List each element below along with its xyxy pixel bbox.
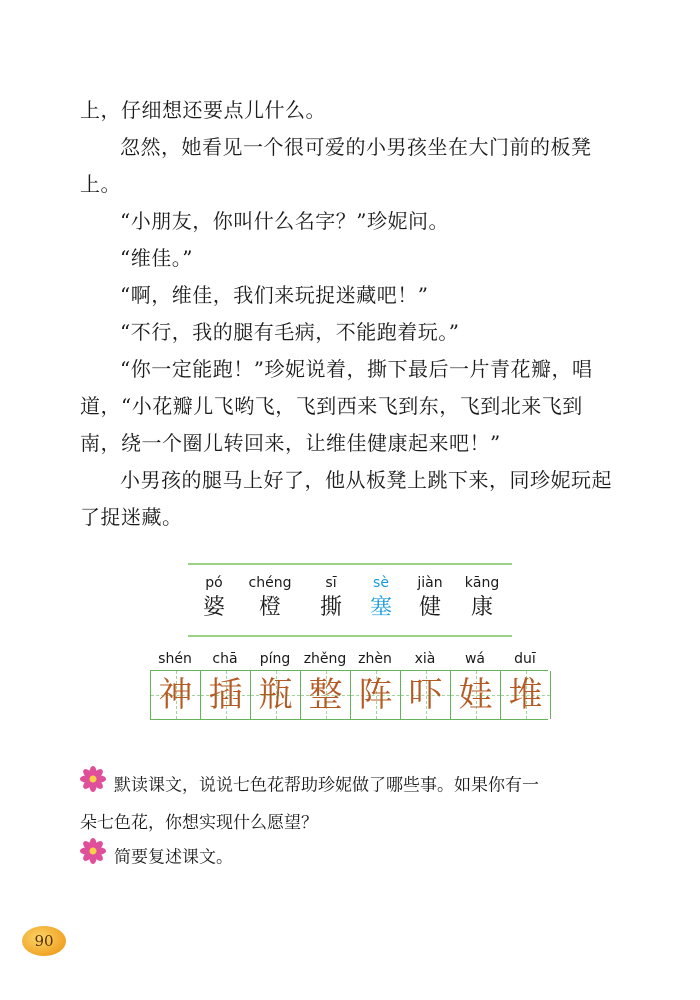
story-line: 道，“小花瓣儿飞哟飞，飞到西来飞到东，飞到北来飞到 bbox=[80, 394, 583, 418]
vocab-item bbox=[242, 573, 298, 623]
vocab-hanzi: 康 bbox=[470, 595, 493, 620]
story-line: “不行，我的腿有毛病，不能跑着玩。” bbox=[120, 320, 460, 344]
flower-bullet-icon bbox=[80, 838, 106, 877]
grid-cell bbox=[400, 671, 450, 719]
grid-cell bbox=[250, 671, 300, 719]
exercise-text: 默读课文，说说七色花帮助珍妮做了哪些事。如果你有一 bbox=[114, 775, 539, 796]
exercise-text: 朵七色花，你想实现什么愿望？ bbox=[80, 813, 318, 833]
story-line: 了捉迷藏。 bbox=[80, 505, 183, 529]
writing-pinyin: zhèn bbox=[358, 651, 392, 667]
grid-cell bbox=[450, 671, 500, 719]
grid-cell bbox=[350, 671, 400, 719]
writing-pinyin-row bbox=[150, 648, 550, 670]
vocab-pinyin: jiàn bbox=[417, 575, 443, 591]
story-text bbox=[80, 92, 625, 536]
vocab-item-highlighted bbox=[353, 573, 409, 623]
page-number-badge: 90 bbox=[22, 926, 66, 956]
story-line: “小朋友，你叫什么名字？”珍妮问。 bbox=[120, 209, 449, 233]
vocab-pinyin: chéng bbox=[248, 575, 292, 591]
story-line: 忽然，她看见一个很可爱的小男孩坐在大门前的板凳 bbox=[120, 135, 592, 159]
vocab-item bbox=[303, 573, 359, 623]
grid-cell bbox=[500, 671, 551, 719]
writing-char: 堆 bbox=[508, 675, 543, 715]
writing-char: 吓 bbox=[408, 675, 443, 715]
vocab-item bbox=[186, 573, 242, 623]
writing-char: 神 bbox=[158, 675, 193, 715]
writing-pinyin: zhěng bbox=[303, 651, 347, 667]
writing-char: 娃 bbox=[458, 675, 493, 715]
story-line: “啊，维佳，我们来玩捉迷藏吧！” bbox=[120, 283, 429, 307]
vocab-hanzi: 婆 bbox=[202, 595, 225, 620]
flower-bullet-icon bbox=[80, 766, 106, 805]
vocab-hanzi: 撕 bbox=[319, 595, 342, 620]
vocabulary-band bbox=[188, 563, 512, 637]
writing-char: 瓶 bbox=[258, 675, 293, 715]
vocab-pinyin: sè bbox=[373, 575, 389, 591]
vocab-item bbox=[454, 573, 510, 623]
story-line: 小男孩的腿马上好了，他从板凳上跳下来，同珍妮玩起 bbox=[120, 468, 612, 492]
writing-pinyin: duī bbox=[514, 651, 536, 667]
vocab-pinyin: sī bbox=[325, 575, 337, 591]
grid-cell bbox=[200, 671, 250, 719]
story-line: 上。 bbox=[80, 172, 121, 196]
writing-pinyin: chā bbox=[212, 651, 238, 667]
story-line: “你一定能跑！”珍妮说着，撕下最后一片青花瓣，唱 bbox=[120, 357, 593, 381]
vocab-pinyin: pó bbox=[205, 575, 223, 591]
writing-pinyin: xià bbox=[414, 651, 436, 667]
exercise-2 bbox=[80, 838, 630, 877]
tianzige-grid bbox=[150, 670, 548, 720]
grid-cell bbox=[150, 671, 200, 719]
vocab-hanzi: 塞 bbox=[369, 595, 392, 620]
vocab-hanzi: 橙 bbox=[258, 595, 281, 620]
grid-cell bbox=[300, 671, 350, 719]
exercise-1 bbox=[80, 766, 630, 841]
exercise-text: 简要复述课文。 bbox=[114, 847, 233, 868]
vocab-item bbox=[402, 573, 458, 623]
writing-pinyin: píng bbox=[259, 651, 291, 667]
writing-pinyin: wá bbox=[464, 651, 486, 667]
writing-char: 整 bbox=[308, 675, 343, 715]
writing-pinyin: shén bbox=[158, 651, 192, 667]
vocab-pinyin: kāng bbox=[464, 575, 500, 591]
writing-char: 阵 bbox=[358, 675, 393, 715]
writing-practice bbox=[150, 648, 550, 728]
story-line: 南，绕一个圈儿转回来，让维佳健康起来吧！” bbox=[80, 431, 501, 455]
vocab-hanzi: 健 bbox=[418, 595, 441, 620]
story-line: “维佳。” bbox=[120, 246, 193, 270]
writing-char: 插 bbox=[208, 675, 243, 715]
story-line: 上，仔细想还要点儿什么。 bbox=[80, 98, 326, 122]
